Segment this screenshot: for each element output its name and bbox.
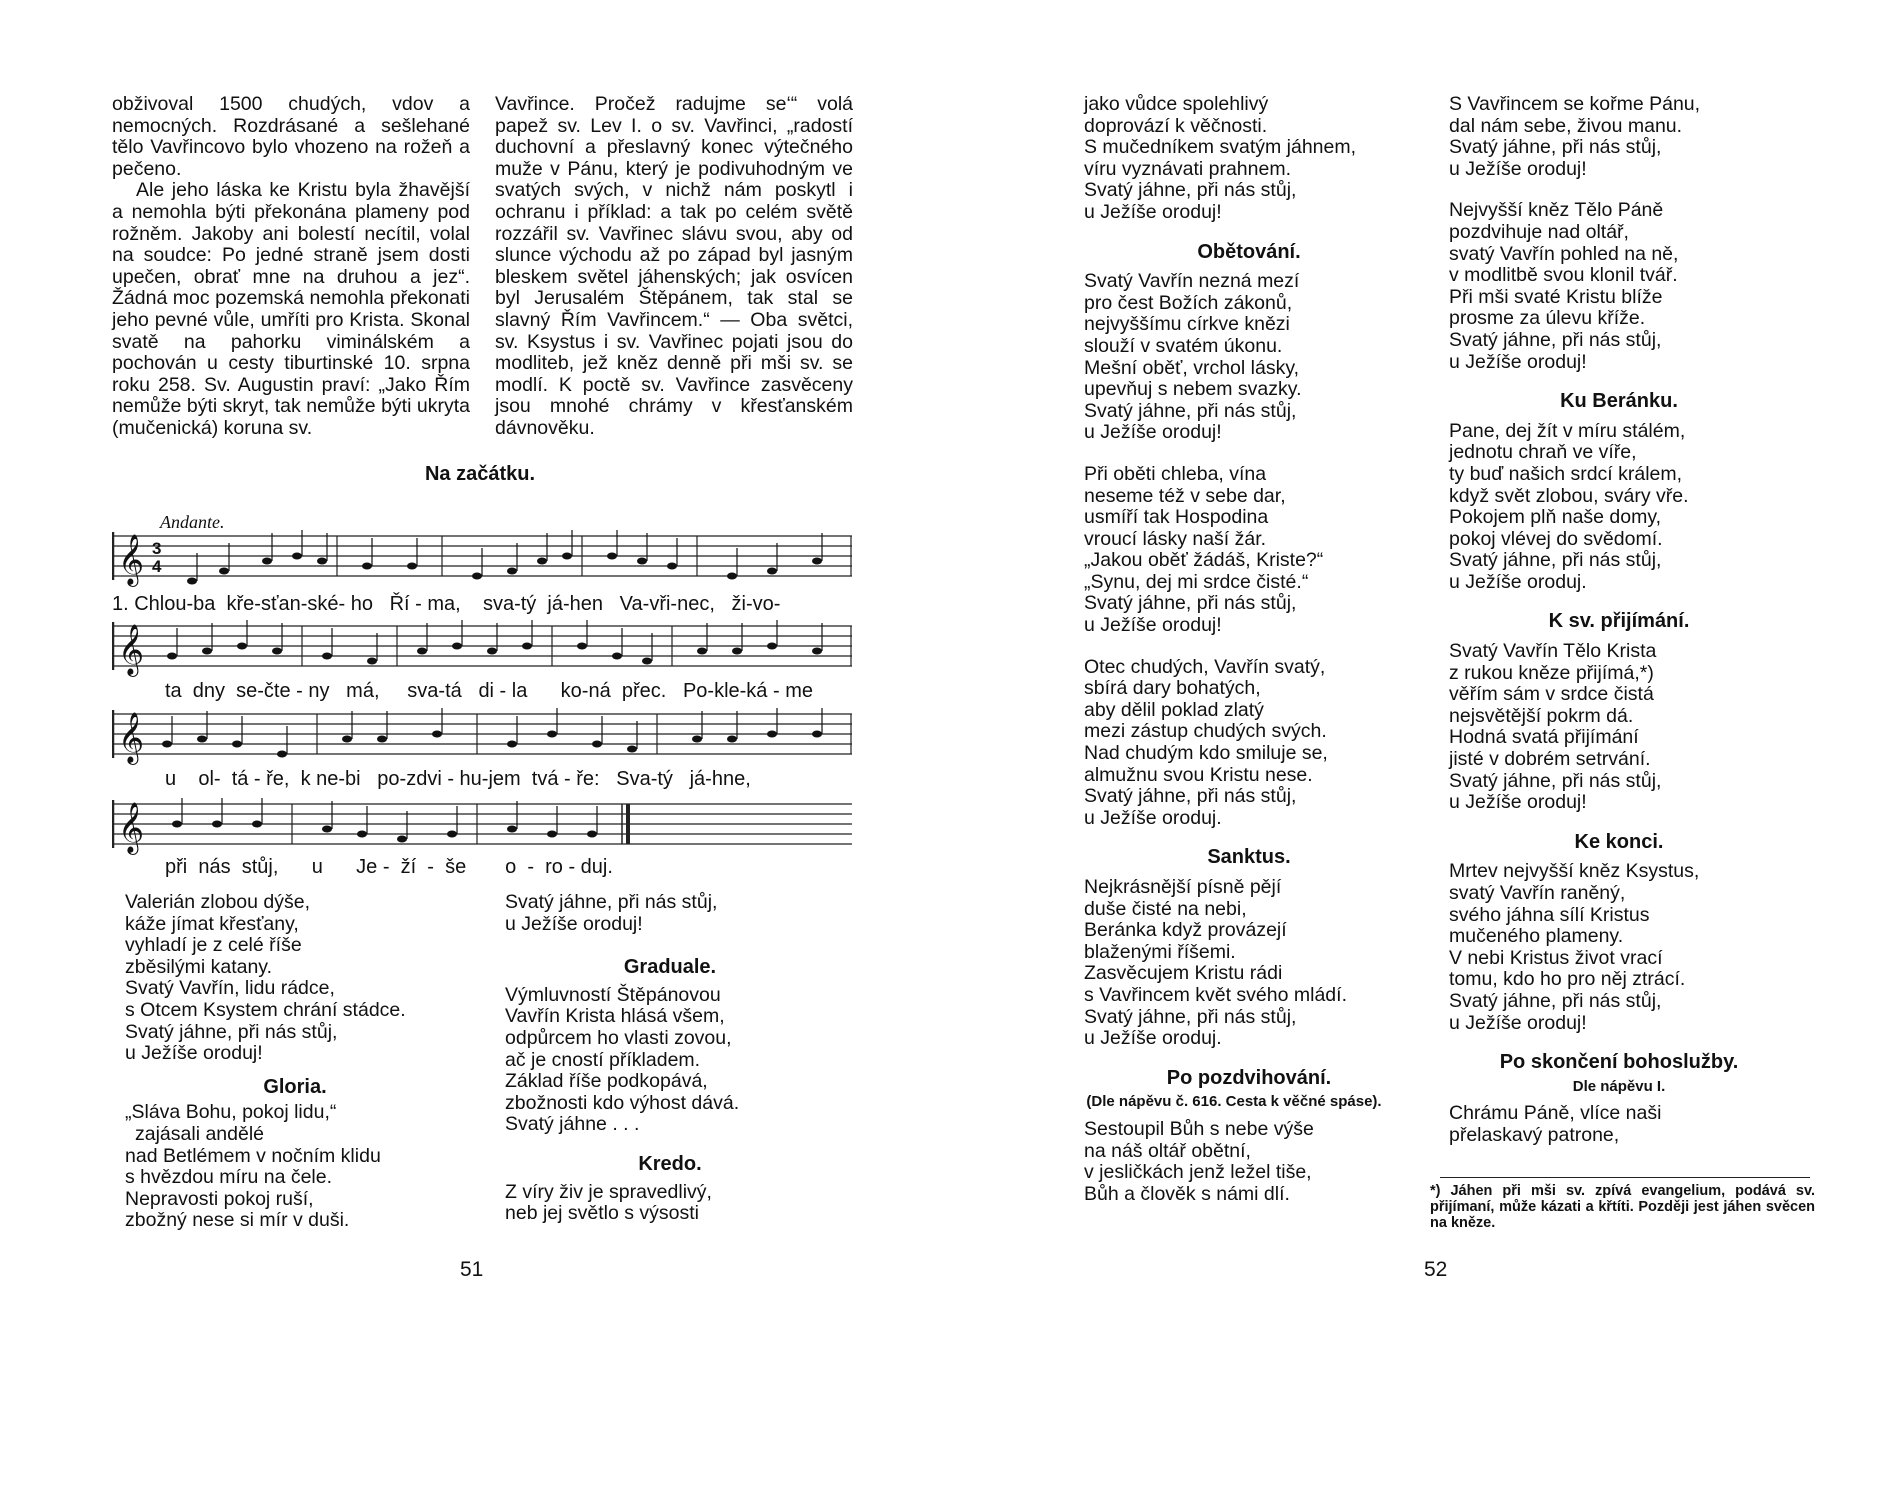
lyrics-line: u ol- tá - ře, k ne-bi po-zdvi - hu-jem tvá - ře: Sva-tý já-hne, — [165, 768, 751, 790]
lyrics-line: při nás stůj, u Je - ží - še o - ro - duj. — [165, 856, 613, 878]
verse-line: jisté v dobrém setrvání. — [1449, 748, 1651, 771]
verse-line: dal nám sebe, živou manu. — [1449, 114, 1683, 137]
verse-line: nejsvětější pokrm dá. — [1449, 704, 1634, 727]
hymn-column-1 — [1084, 94, 1414, 1205]
verse-line: Pokojem plň naše domy, — [1449, 506, 1662, 529]
verse-line: svatý Vavřín raněný, — [1449, 882, 1626, 904]
tempo-marking: Andante. — [160, 512, 225, 532]
verse-line: Svatý jáhne, při nás stůj, — [1084, 1005, 1297, 1028]
verse-line: Svatý jáhne, při nás stůj, — [1449, 328, 1662, 351]
verse-line: duše čisté na nebi, — [1084, 897, 1247, 920]
music-staff-3 — [112, 706, 852, 766]
verse-line: u Ježíše oroduj! — [505, 912, 643, 935]
verse-line: u Ježíše oroduj! — [1084, 614, 1222, 637]
verse-line: Svatý jáhne, při nás stůj, — [1449, 769, 1662, 792]
verse-line: aby dělil poklad zlatý — [1084, 698, 1264, 721]
prose-paragraph: obživoval 1500 chudých, vdov a nemocných. Rozdrásané a sešlehané tělo Vavřincovo bylo vhozeno na rožeň a pečeno. — [112, 93, 470, 180]
verse-line: S Vavřincem se kořme Pánu, — [1449, 93, 1701, 115]
prose-paragraph: Ale jeho láska ke Kristu byla žhavější a nemohla býti překonána plameny pod rožněm. Jakoby ani bolestí necítil, volal na soudce: Po jedné straně jsem dosti upečen, obrať mne na druhou a jez“. Žádná moc pozemská nemohla překonati jeho pevné vůle, umříti pro Krista. Skonal svatě na pahorku viminálském a pochován u cesty tiburtinské 10. srpna roku 258. Sv. Augustin praví: „Jako Řím nemůže býti skryt, tak nemůže býti ukryta (mučenická) koruna sv. — [112, 179, 470, 439]
verse-line: Otec chudých, Vavřín svatý, — [1084, 655, 1326, 678]
verse-line: upevňuj s nebem svazky. — [1084, 378, 1302, 401]
verse-line: Při mši svaté Kristu blíže — [1449, 285, 1663, 308]
section-title-po-skonceni: Po skončení bohoslužby. — [1499, 1051, 1739, 1074]
verse-line: Mrtev nejvyšší kněz Ksystus, — [1449, 860, 1700, 883]
verse-line: zběsilými katany. — [125, 955, 273, 978]
verse-line: „Jakou oběť žádáš, Kriste?“ — [1084, 549, 1324, 572]
verse-line: Svatý jáhne, při nás stůj, — [1449, 549, 1662, 572]
svg-text:𝄞: 𝄞 — [118, 624, 145, 675]
verse-line: pokoj vlévej do svědomí. — [1449, 527, 1663, 550]
verse-line: s Vavřincem květ svého mládí. — [1084, 983, 1347, 1006]
verse-line: vroucí lásky naší žár. — [1084, 527, 1267, 550]
verse-line: Mešní oběť, vrchol lásky, — [1084, 356, 1300, 379]
verse-line: neseme též v sebe dar, — [1084, 484, 1286, 507]
section-title-ku-beranku: Ku Beránku. — [1560, 390, 1678, 413]
verse-line: jako vůdce spolehlivý — [1084, 93, 1269, 115]
verse-line: Svatý jáhne, při nás stůj, — [505, 891, 718, 913]
footnote: *) Jáhen při mši sv. zpívá evangelium, podává sv. přijímaní, může kázati a křtíti. Později jest jáhen svěcen na kněze. — [1430, 1183, 1815, 1231]
svg-text:𝄞: 𝄞 — [118, 712, 145, 763]
verse-line: svatý Vavřín pohled na ně, — [1449, 242, 1679, 265]
verse-line: odpůrcem ho vlasti zovou, — [505, 1026, 732, 1049]
verse-line: Sestoupil Bůh s nebe výše — [1084, 1117, 1314, 1140]
verse-line: zbožný nese si mír v duši. — [125, 1209, 350, 1232]
verse-line: Vavřín Krista hlásá všem, — [505, 1005, 725, 1028]
verse-line: u Ježíše oroduj! — [1084, 421, 1222, 444]
verse-line: u Ježíše oroduj! — [1449, 350, 1587, 373]
verse-line: neb jej světlo s výsosti — [505, 1202, 700, 1225]
verse-line: prosme za úlevu kříže. — [1449, 307, 1646, 330]
verse-line: zajásali andělé — [135, 1122, 265, 1145]
verse-line: Beránka když provázejí — [1084, 919, 1287, 942]
verse-line: Svatý Vavřín, lidu rádce, — [125, 977, 335, 1000]
verse-line: u Ježíše oroduj! — [125, 1042, 263, 1065]
verse-line: u Ježíše oroduj! — [1449, 1011, 1587, 1034]
verse-line: ty buď našich srdcí králem, — [1449, 462, 1683, 485]
verse-line: u Ježíše oroduj! — [1449, 157, 1587, 180]
verse-line: Svatý jáhne, při nás stůj, — [125, 1020, 338, 1043]
verse-line: Svatý jáhne, při nás stůj, — [1084, 399, 1297, 422]
section-title-obetovani: Obětování. — [1197, 240, 1301, 263]
verse-column-1 — [125, 892, 465, 1232]
verse-line: na náš oltář obětní, — [1084, 1139, 1251, 1162]
verse-line: Zasvěcujem Kristu rádi — [1084, 962, 1283, 985]
music-staff-2 — [112, 618, 852, 678]
verse-line: usmíří tak Hospodina — [1084, 506, 1269, 529]
section-title-kredo: Kredo. — [638, 1152, 702, 1175]
lyrics-line: 1. Chlou-ba kře-sťan-ské- ho Ří - ma, sva-tý já-hen Va-vři-nec, ži-vo- — [112, 593, 781, 615]
verse-line: Nejkrásnější písně pějí — [1084, 876, 1282, 898]
verse-line: u Ježíše oroduj! — [1084, 200, 1222, 223]
verse-line: Nad chudým kdo smiluje se, — [1084, 742, 1328, 765]
section-title-ke-konci: Ke konci. — [1574, 830, 1664, 853]
verse-line: pozdvihuje nad oltář, — [1449, 220, 1629, 243]
verse-line: sbírá dary bohatých, — [1084, 677, 1261, 700]
page-number: 51 — [460, 1258, 484, 1281]
footnote-rule — [1440, 1177, 1810, 1178]
prose-column-2 — [495, 94, 853, 440]
verse-line: Svatý Vavřín Tělo Krista — [1449, 640, 1657, 663]
verse-line: vyhladí je z celé říše — [125, 934, 302, 957]
verse-line: Svatý jáhne, při nás stůj, — [1449, 989, 1662, 1012]
verse-line: Pane, dej žít v míru stálém, — [1449, 419, 1686, 442]
verse-line: „Sláva Bohu, pokoj lidu,“ — [125, 1101, 337, 1124]
verse-line: svého jáhna sílí Kristus — [1449, 903, 1650, 926]
verse-line: Svatý jáhne, při nás stůj, — [1084, 592, 1297, 615]
verse-line: Hodná svatá přijímání — [1449, 726, 1639, 749]
verse-line: Základ říše podkopává, — [505, 1070, 708, 1093]
verse-line: blaženými říšemi. — [1084, 940, 1236, 963]
verse-line: slouží v svatém úkonu. — [1084, 334, 1283, 357]
svg-text:3: 3 — [152, 539, 162, 558]
verse-line: Bůh a člověk s námi dlí. — [1084, 1182, 1290, 1205]
verse-line: u Ježíše oroduj! — [1449, 791, 1587, 814]
svg-text:𝄞: 𝄞 — [118, 534, 145, 585]
verse-line: ač je cností příkladem. — [505, 1048, 701, 1071]
verse-line: S mučedníkem svatým jáhnem, — [1084, 136, 1357, 159]
verse-line: Svatý jáhne, při nás stůj, — [1084, 179, 1297, 202]
verse-line: v jesličkách jenž ležel tiše, — [1084, 1161, 1312, 1184]
svg-text:𝄞: 𝄞 — [118, 802, 145, 853]
verse-line: Výmluvností Štěpánovou — [505, 983, 721, 1006]
verse-line: přelaskavý patrone, — [1449, 1123, 1620, 1146]
verse-line: s hvězdou míru na čele. — [125, 1166, 333, 1189]
svg-text:4: 4 — [152, 557, 162, 576]
verse-line: Valerián zlobou dýše, — [125, 891, 311, 913]
hymn-column-2 — [1449, 94, 1789, 1147]
section-subtitle: Dle nápěvu I. — [1572, 1077, 1666, 1095]
verse-line: almužnu svou Kristu nese. — [1084, 763, 1313, 786]
verse-line: káže jímat křesťany, — [125, 912, 299, 935]
verse-line: V nebi Kristus život vrací — [1449, 946, 1663, 969]
verse-line: „Synu, dej mi srdce čisté.“ — [1084, 570, 1309, 593]
verse-line: Nepravosti pokoj ruší, — [125, 1187, 314, 1210]
verse-line: mučeného plameny. — [1449, 925, 1624, 948]
verse-line: doprovází k věčnosti. — [1084, 114, 1268, 137]
verse-column-2 — [505, 892, 835, 1225]
verse-line: věřím sám v srdce čistá — [1449, 683, 1654, 706]
prose-column-1 — [112, 94, 470, 440]
prose-paragraph: Vavřince. Pročež radujme se‘“ volá papež sv. Lev I. o sv. Vavřinci, „radostí duchovní a přeslavný konec výtečného muže v Pánu, který je podivuhodným ve svatých svých, v nichž nám poskytl i ochranu i příklad: a tak po celém světě rozzářil sv. Vavřinec slávu svou, aby od slunce východu až po západ byl jasným bleskem světel jáhenských; jak osvícen byl Jerusalém Štěpánem, tak stal se slavný Řím Vavřincem.“ — Oba světci, sv. Ksystus i sv. Vavřinec pojati jsou do modliteb, jež kněz denně při mši sv. se modlí. K poctě sv. Vavřince zasvěceny jsou mnohé chrámy v křesťanském dávnověku. — [495, 93, 853, 439]
verse-line: u Ježíše oroduj. — [1084, 806, 1222, 829]
verse-line: mezi zástup chudých svých. — [1084, 720, 1327, 743]
lyrics-line: ta dny se-čte - ny má, sva-tá di - la ko-ná přec. Po-kle-ká - me — [165, 680, 813, 702]
section-title-k-prijimani: K sv. přijímání. — [1548, 610, 1690, 633]
section-title-po-pozdvihovani: Po pozdvihování. — [1166, 1066, 1332, 1089]
verse-line: nejvyššímu církve knězi — [1084, 313, 1290, 336]
verse-line: Svatý jáhne . . . — [505, 1113, 640, 1136]
verse-line: Svatý jáhne, při nás stůj, — [1084, 785, 1297, 808]
verse-line: tomu, kdo ho pro něj ztrácí. — [1449, 968, 1686, 991]
verse-line: v modlitbě svou klonil tvář. — [1449, 264, 1678, 287]
music-staff-4 — [112, 796, 852, 856]
page-number: 52 — [1424, 1258, 1448, 1281]
verse-line: s Otcem Ksystem chrání stádce. — [125, 998, 406, 1021]
verse-line: Z víry živ je spravedlivý, — [505, 1180, 712, 1203]
verse-line: z rukou kněze přijímá,*) — [1449, 661, 1654, 684]
verse-line: když svět zlobou, sváry vře. — [1449, 484, 1689, 507]
verse-line: víru vyznávati prahnem. — [1084, 157, 1292, 180]
verse-line: jednotu chraň ve víře, — [1449, 441, 1637, 464]
verse-line: pro čest Božích zákonů, — [1084, 291, 1293, 314]
verse-line: u Ježíše oroduj. — [1449, 570, 1587, 593]
verse-line: zbožnosti kdo výhost dává. — [505, 1091, 740, 1114]
section-subtitle: (Dle nápěvu č. 616. Cesta k věčné spáse). — [1086, 1093, 1382, 1111]
verse-line: Svatý jáhne, při nás stůj, — [1449, 136, 1662, 159]
music-staff-1 — [112, 528, 852, 588]
verse-line: nad Betlémem v nočním klidu — [125, 1144, 381, 1167]
section-title-graduale: Graduale. — [623, 956, 717, 979]
page-52 — [949, 0, 1898, 1500]
song-title: Na začátku. — [424, 463, 536, 485]
verse-line: u Ježíše oroduj. — [1084, 1027, 1222, 1050]
verse-line: Nejvyšší kněz Tělo Páně — [1449, 199, 1664, 222]
verse-line: Chrámu Páně, vlíce naši — [1449, 1102, 1662, 1125]
verse-line: Svatý Vavřín nezná mezí — [1084, 270, 1300, 293]
section-title-gloria: Gloria. — [263, 1075, 327, 1098]
section-title-sanktus: Sanktus. — [1207, 846, 1291, 869]
verse-line: Při oběti chleba, vína — [1084, 462, 1267, 485]
